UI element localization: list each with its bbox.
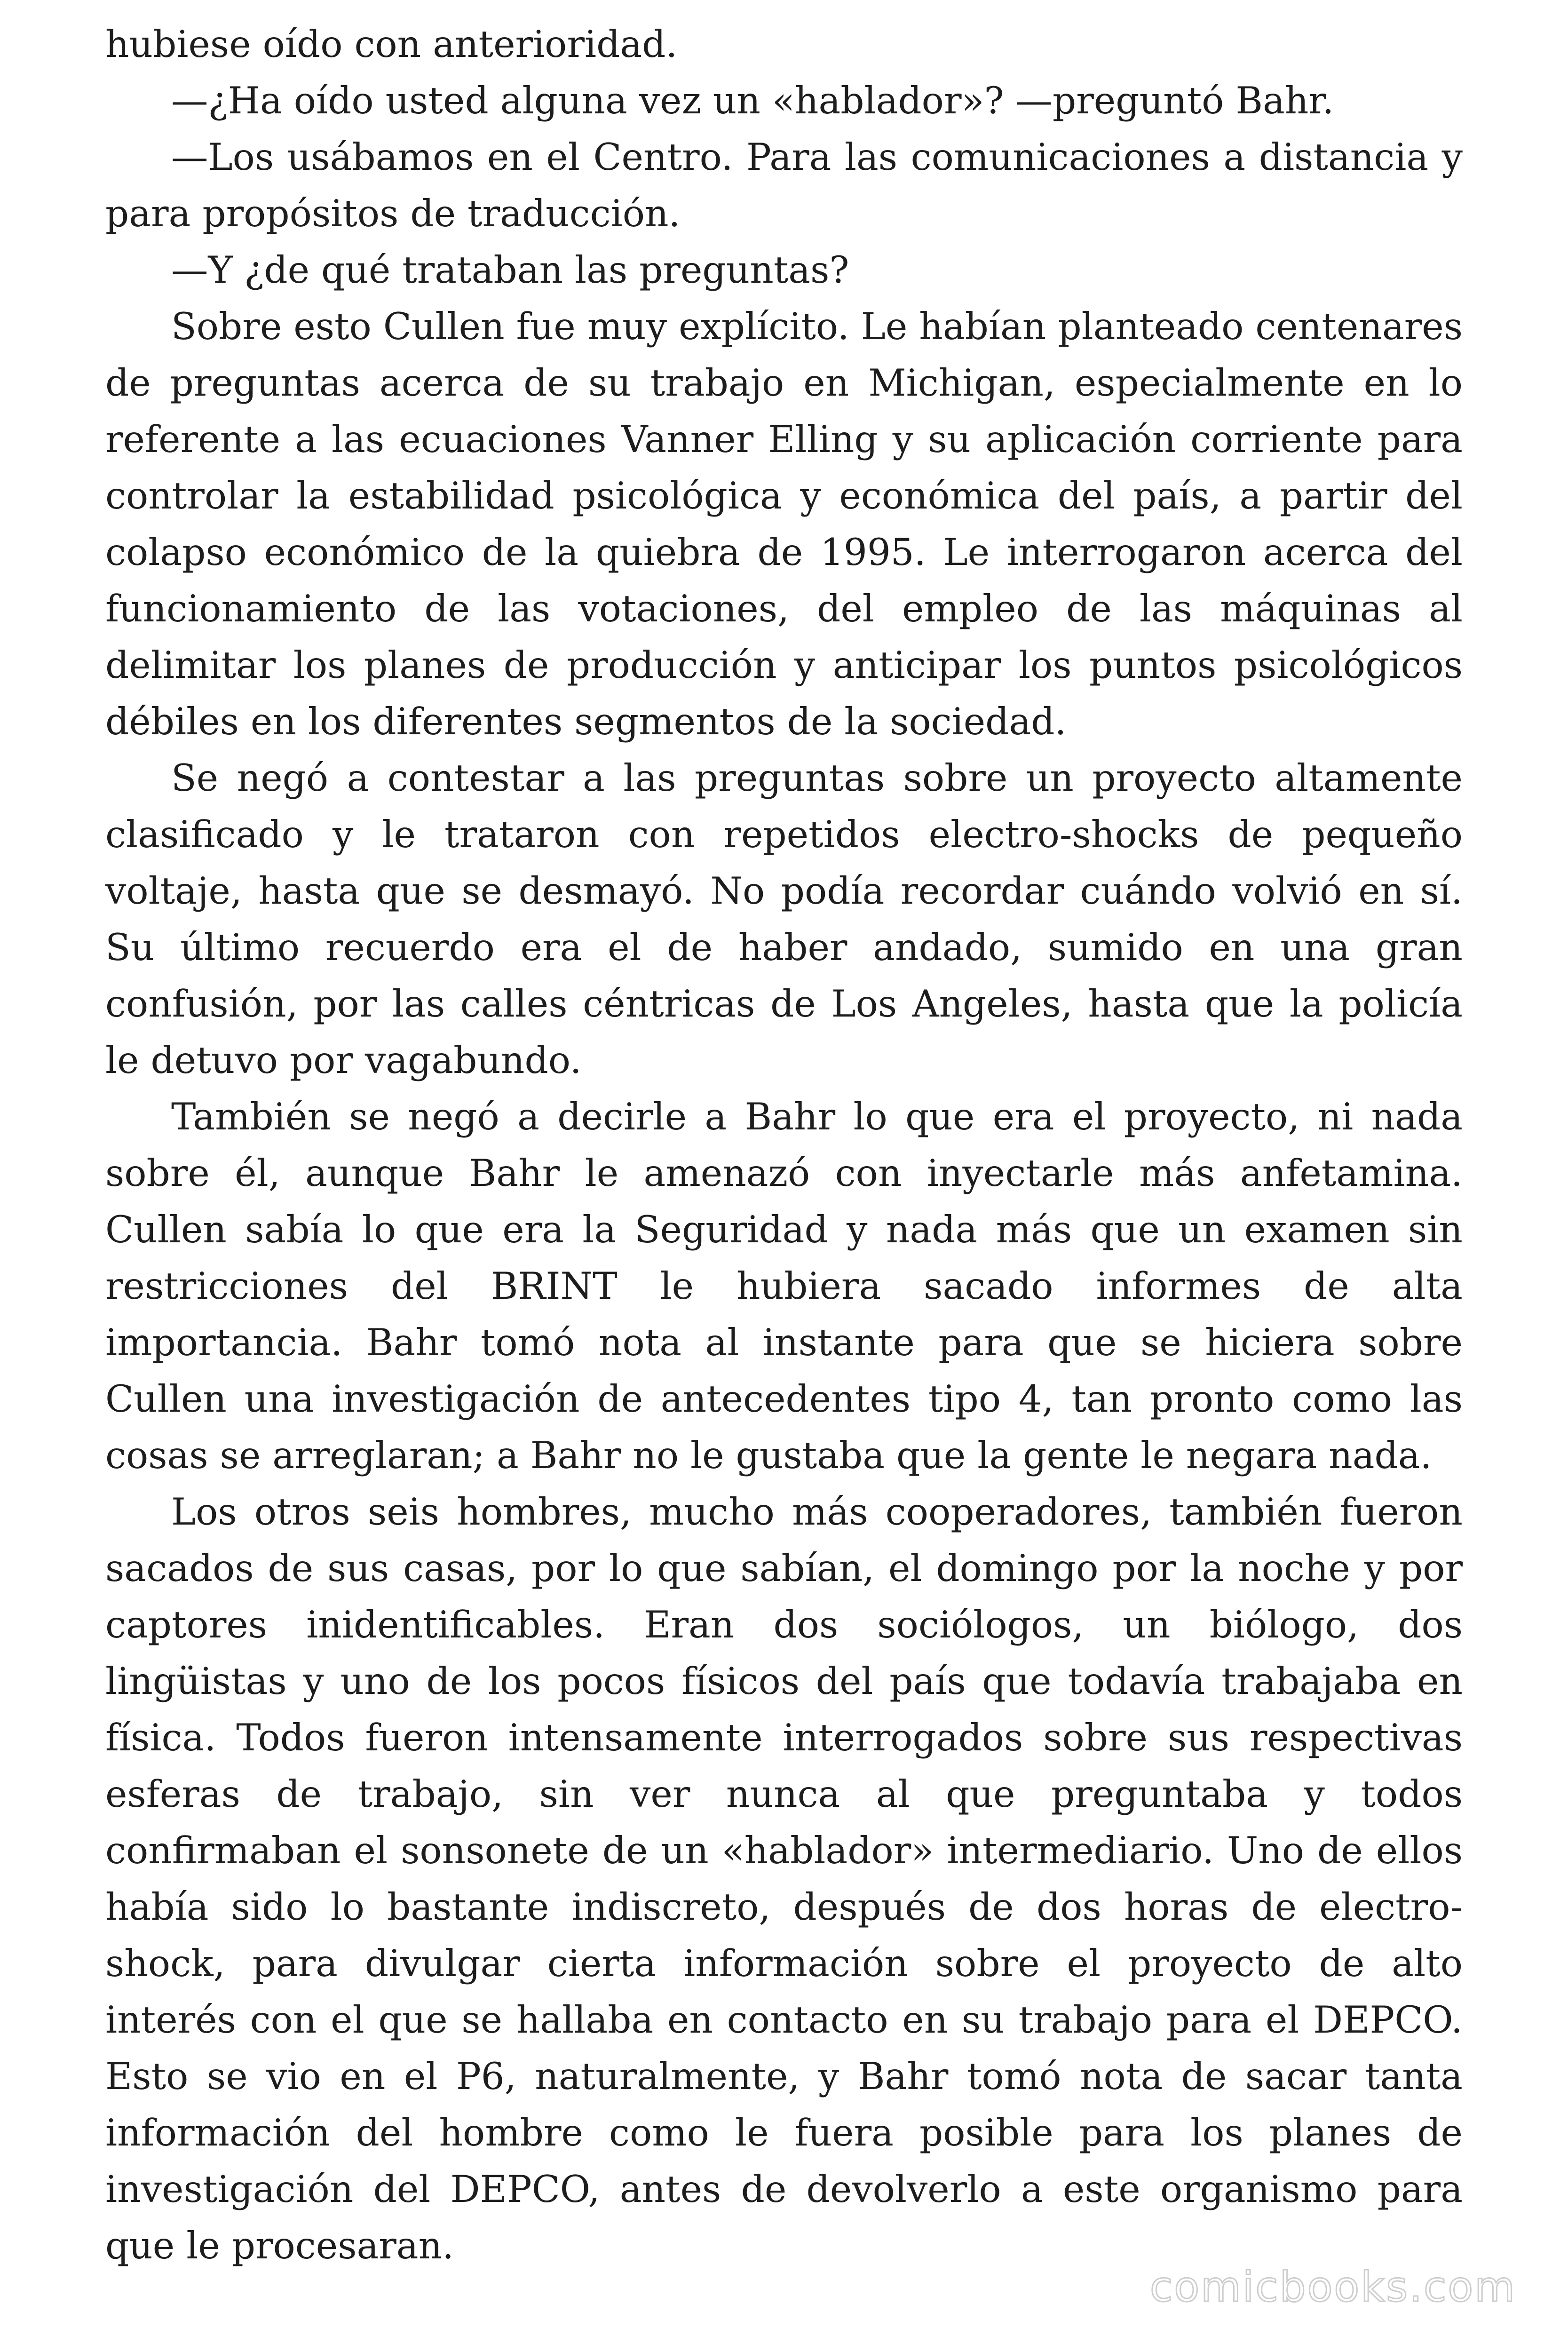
paragraph-continuation: hubiese oído con anterioridad.	[105, 23, 678, 66]
paragraph-other-men: Los otros seis hombres, mucho más cooperadores, también fueron sacados de sus casas, por lo que sabían, el domingo por la noche y por captores inidentificables. Eran dos sociólogos, un biólogo, dos lingüistas y uno de los pocos físicos del país que todavía trabajaba en física. Todos fueron intensamente interrogados sobre sus respectivas esferas de trabajo, sin ver nunca al que preguntaba y todos confirmaban el sonsonete de un «hablador» intermediario. Uno de ellos había sido lo bastante indiscreto, después de dos horas de electro-shock, para divulgar cierta información sobre el proyecto de alto interés con el que se hallaba en contacto en su trabajo para el DEPCO. Esto se vio en el P6, naturalmente, y Bahr tomó nota de sacar tanta información del hombre como le fuera posible para los planes de investigación del DEPCO, antes de devolverlo a este organismo para que le procesaran.	[105, 1490, 1463, 2267]
watermark-logo: comicbooks.com	[1149, 2263, 1516, 2311]
paragraph-dialogue-3: —Y ¿de qué trataban las preguntas?	[171, 248, 849, 292]
paragraph-electroshock: Se negó a contestar a las preguntas sobre un proyecto altamente clasificado y le trataron con repetidos electro-shocks de pequeño voltaje, hasta que se desmayó. No podía recordar cuándo volvió en sí. Su último recuerdo era el de haber andado, sumido en una gran confusión, por las calles céntricas de Los Angeles, hasta que la policía le detuvo por vagabundo.	[105, 756, 1463, 1082]
paragraph-refusal: También se negó a decirle a Bahr lo que era el proyecto, ni nada sobre él, aunque Bahr le amenazó con inyectarle más anfetamina. Cullen sabía lo que era la Seguridad y nada más que un examen sin restricciones del BRINT le hubiera sacado informes de alta importancia. Bahr tomó nota al instante para que se hiciera sobre Cullen una investigación de antecedentes tipo 4, tan pronto como las cosas se arreglaran; a Bahr no le gustaba que la gente le negara nada.	[105, 1095, 1463, 1477]
paragraph-cullen-questions: Sobre esto Cullen fue muy explícito. Le habían planteado centenares de preguntas acerca de su trabajo en Michigan, especialmente en lo referente a las ecuaciones Vanner Elling y su aplicación corriente para controlar la estabilidad psicológica y económica del país, a partir del colapso económico de la quiebra de 1995. Le interrogaron acerca del funcionamiento de las votaciones, del empleo de las máquinas al delimitar los planes de producción y anticipar los puntos psicológicos débiles en los diferentes segmentos de la sociedad.	[105, 305, 1463, 743]
paragraph-dialogue-1: —¿Ha oído usted alguna vez un «hablador»? —preguntó Bahr.	[171, 79, 1334, 122]
paragraph-dialogue-2: —Los usábamos en el Centro. Para las comunicaciones a distancia y para propósitos de traducción.	[105, 135, 1463, 235]
page-body	[105, 16, 1463, 2274]
